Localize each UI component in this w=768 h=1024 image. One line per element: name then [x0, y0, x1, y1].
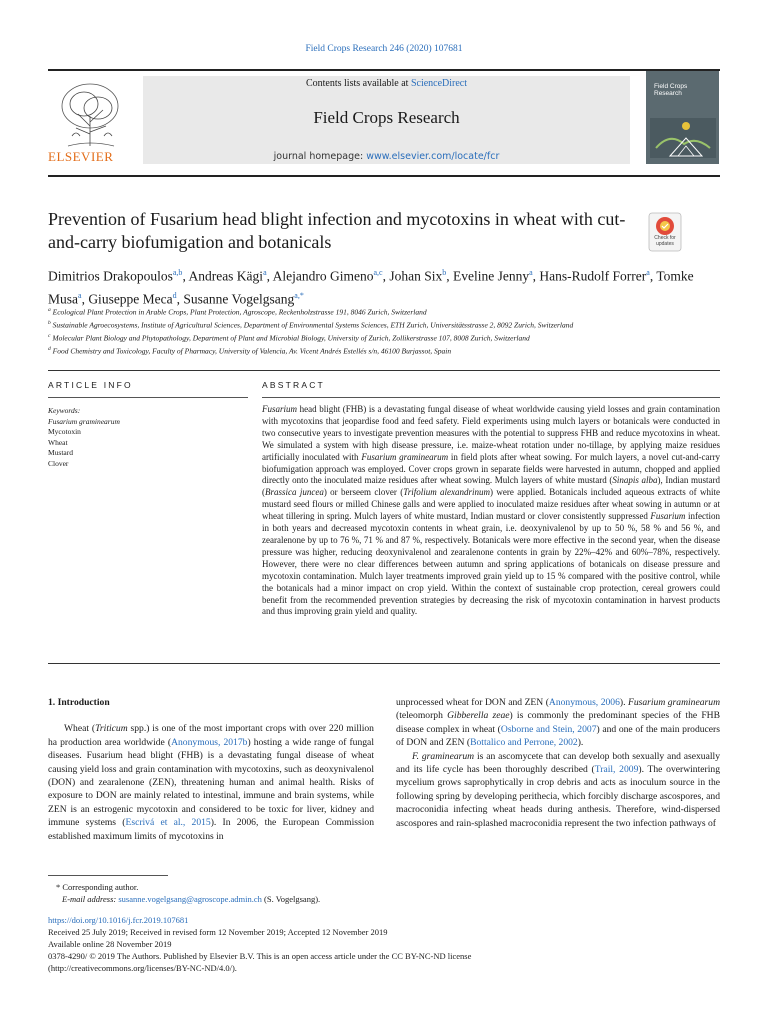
- author-affiliation-marker[interactable]: a,b: [172, 268, 183, 277]
- author-name: Johan Six: [389, 268, 443, 284]
- article-frontmatter: [48, 914, 720, 974]
- body-column-right: [396, 696, 720, 830]
- affiliation-text: Molecular Plant Biology and Phytopathology, Department of Plant and Microbial Biology, University of Zurich, Zollikerstrasse 107, 8008 Zurich, Switzerland: [50, 333, 530, 343]
- check-for-updates-label[interactable]: Check for updates: [654, 235, 676, 247]
- species-name: Brassica juncea: [265, 487, 324, 498]
- author-name: Alejandro Gimeno: [272, 268, 374, 284]
- keyword: Wheat: [48, 437, 68, 447]
- keyword: Fusarium graminearum: [48, 416, 120, 426]
- body-column-left: [48, 696, 374, 843]
- author-affiliation-marker[interactable]: a: [646, 268, 650, 277]
- citation-link[interactable]: Trail, 2009: [594, 764, 639, 776]
- author-name: Andreas Kägi: [188, 268, 264, 284]
- affiliation: [48, 305, 720, 318]
- section-heading: 1. Introduction: [48, 697, 110, 708]
- author-affiliation-marker[interactable]: a,c: [373, 268, 383, 277]
- author-affiliation-marker[interactable]: a: [263, 268, 267, 277]
- received-dates: Received 25 July 2019; Received in revised form 12 November 2019; Accepted 12 November 2019: [48, 927, 388, 937]
- footnote-rule: [48, 875, 168, 876]
- contents-line: [143, 78, 630, 89]
- affiliation: [48, 344, 720, 357]
- author-affiliation-marker[interactable]: a,*: [294, 290, 304, 300]
- species-name: Trifolium alexandrinum: [403, 487, 491, 498]
- citation-link[interactable]: Escrivá et al., 2015: [125, 817, 211, 829]
- affiliation-marker: c: [48, 333, 51, 339]
- author-name: Eveline Jenny: [453, 268, 530, 284]
- citation-link[interactable]: Anonymous, 2017b: [171, 736, 248, 748]
- italic-term: F. graminearum: [412, 750, 475, 762]
- author-name: Hans-Rudolf Forrer: [539, 268, 647, 284]
- homepage-link[interactable]: www.elsevier.com/locate/fcr: [366, 151, 500, 162]
- footnote: [48, 881, 448, 905]
- section-divider: [48, 370, 720, 371]
- author-name: Susanne Vogelgsang: [183, 291, 295, 306]
- affiliation: [48, 331, 720, 344]
- journal-citation[interactable]: Field Crops Research 246 (2020) 107681: [305, 44, 463, 54]
- homepage-prefix: journal homepage:: [273, 151, 367, 162]
- affiliation-list: [48, 305, 720, 357]
- citation-link[interactable]: Anonymous, 2006: [548, 697, 620, 708]
- sciencedirect-link[interactable]: ScienceDirect: [410, 78, 468, 89]
- keywords-block: [48, 406, 248, 469]
- keywords-list: [48, 417, 248, 470]
- citation-link[interactable]: Bottalico and Perrone, 2002: [470, 737, 578, 749]
- doi-link[interactable]: https://doi.org/10.1016/j.fcr.2019.107681: [48, 915, 189, 925]
- paragraph: F. graminearum is an ascomycete that can develop both sexually and asexually and its life cycle has been thoroughly described (Trail, 2009). The overwintering mycelium grows saprophytically in crop debris and acts as inoculum source in the following spring by developing perithecia, which forcibly discharge ascospores, and macroconidia infecting wheat heads during anthesis. Therefore, wind-dispersed ascospores and rain-splashed macroconidia represent the two infection pathways of: [396, 750, 720, 829]
- cover-artwork: [650, 118, 716, 158]
- section-divider: [48, 663, 720, 664]
- email-link[interactable]: susanne.vogelgsang@agroscope.admin.ch: [118, 894, 262, 904]
- header-bottom-rule: [48, 175, 720, 177]
- affiliation-marker: b: [48, 320, 51, 326]
- cover-title: Field Crops Research: [654, 83, 688, 97]
- email-line: [48, 893, 448, 905]
- affiliation-marker: d: [48, 346, 51, 352]
- article-info-rule: [48, 397, 248, 398]
- author-name: Giuseppe Meca: [88, 291, 173, 306]
- author-list: Dimitrios Drakopoulos$^{a,b}$, Andreas Kägi$^a$, Alejandro Gimeno$^{a,c}$, Johan Six$^b$, Eveline Jenny$^a$, Hans-Rudolf Forrer$^a$, Tomke Musa$^a$, Giuseppe Meca$^d$, Susanne Vogelgsang$^{a,*}$: [48, 268, 694, 306]
- email-suffix: (S. Vogelgsang).: [261, 894, 321, 904]
- species-name: Sinapis alba: [612, 475, 658, 486]
- journal-homepage: [143, 151, 630, 162]
- keyword: Mycotoxin: [48, 427, 81, 436]
- license-line-1: 0378-4290/ © 2019 The Authors. Published by Elsevier B.V. This is an open access article under the CC BY-NC-ND license: [48, 951, 472, 961]
- abstract-text: Fusarium head blight (FHB) is a devastating fungal disease of wheat worldwide causing yield losses and grain contamination with mycotoxins that jeopardise food and feed safety. Field experiments using mulch layers or botanicals were conducted in two consecutive years to investigate prevention measures with the potential to suppress FHB and reduce mycotoxins in wheat. We simulated a system with high disease pressure, i.e. maize-wheat rotation under no-tillage, by applying maize residues artificially inoculated with Fusarium graminearum in field plots after wheat sowing. For mulch layers, a novel cut-and-carry biofumigation approach was employed. Cover crops grown in separate fields were harvested in autumn, chopped and applied directly onto the inoculated maize residues after wheat sowing. Mulch layers of white mustard (Sinapis alba), Indian mustard (Brassica juncea) or berseem clover (Trifolium alexandrinum) were applied. Botanicals included aqueous extracts of white mustard seed flours or milled Chinese galls and were applied to inoculated maize residues after wheat sowing in autumn or at wheat tillering in spring. Mulch layers of white mustard, Indian mustard or clover consistently suppressed Fusarium infection in both years and decreased mycotoxin contents in wheat grain, i.e. deoxynivalenol by up to 50 %, 58 % and 56 %, and zearalenone by up to 76 %, 71 % and 87 %, respectively. Botanicals were more effective in the second year, when the disease pressure was higher, reducing deoxynivalenol and zearalenone contents in grain by 22%–42% and 60%–78%, respectively. However, there were no clear differences between autumn and spring applications of botanicals on disease pressure and mycotoxin contamination. Mulch layer treatments improved grain yield up to 15 % compared with the positive control, while the botanicals had a minor impact on crop yield. Within the context of sustainable crop protection, cereal growers could benefit from the recommended prevention strategies by decreasing the risk of mycotoxin contamination in harvest products and thus improving grain yield and quality.: [262, 404, 720, 617]
- species-name: Fusarium: [262, 404, 298, 414]
- author-affiliation-marker[interactable]: d: [172, 290, 177, 300]
- keyword: Mustard: [48, 448, 73, 457]
- header-top-rule: [48, 69, 720, 71]
- author-affiliation-marker[interactable]: a: [529, 268, 533, 277]
- italic-term: Fusarium graminearum: [627, 697, 720, 708]
- license-line-2: (http://creativecommons.org/licenses/BY-NC-ND/4.0/).: [48, 963, 237, 973]
- species-name: Fusarium graminearum: [361, 451, 449, 462]
- keywords-label: Keywords:: [48, 406, 81, 415]
- available-online: Available online 28 November 2019: [48, 939, 172, 949]
- elsevier-wordmark: ELSEVIER: [48, 149, 114, 164]
- article-title: Prevention of Fusarium head blight infection and mycotoxins in wheat with cut-and-carry biofumigation and botanicals: [48, 209, 626, 252]
- keyword: Clover: [48, 458, 69, 468]
- abstract-rule: [262, 397, 720, 398]
- italic-term: Gibberella zeae: [447, 710, 510, 722]
- corresponding-author-note: * Corresponding author.: [56, 882, 139, 892]
- author-name: Dimitrios Drakopoulos: [48, 268, 173, 284]
- contents-prefix: Contents lists available at: [305, 78, 411, 89]
- citation-link[interactable]: Osborne and Stein, 2007: [500, 723, 597, 735]
- article-info-heading: ARTICLE INFO: [48, 380, 133, 390]
- author-name: Tomke Musa: [48, 268, 694, 306]
- species-name: Fusarium: [650, 511, 686, 522]
- paragraph: unprocessed wheat for DON and ZEN (Anonymous, 2006). Fusarium graminearum (teleomorph Gibberella zeae) is commonly the predominant species of the FHB disease complex in wheat (Osborne and Stein, 2007) and one of the main producers of DON and ZEN (Bottalico and Perrone, 2002).: [396, 697, 721, 749]
- abstract-heading: ABSTRACT: [262, 380, 325, 390]
- author-affiliation-marker[interactable]: a: [78, 290, 82, 300]
- affiliation-marker: a: [48, 307, 51, 313]
- affiliation: [48, 318, 720, 331]
- affiliation-text: Sustainable Agroecosystems, Institute of Agricultural Sciences, Department of Environmental Systems Sciences, ETH Zurich, Universitätsstrasse 2, 8092 Zurich, Switzerland: [50, 320, 574, 330]
- journal-title: Field Crops Research: [313, 108, 460, 127]
- paragraph: Wheat (Triticum spp.) is one of the most important crops with over 220 million ha production area worldwide (Anonymous, 2017b) hosting a wide range of fungal diseases. Fusarium head blight (FHB) is a devastating fungal disease of wheat causing yield loss and grain contamination with mycotoxins, such as deoxynivalenol (DON) and zearalenone (ZEN), threatening human and animal health. Risks of exposure to DON are mainly related to intestinal, immune and brain systems, while ZEN is an estrogenic mycotoxin and considered to be toxic for liver, kidney and immune systems (Escrivá et al., 2015). In 2006, the European Commission established maximum limits of mycotoxins in: [48, 723, 374, 842]
- affiliation-text: Ecological Plant Protection in Arable Crops, Plant Protection, Agroscope, Reckenholzstrasse 191, 8046 Zurich, Switzerland: [50, 307, 427, 317]
- affiliation-text: Food Chemistry and Toxicology, Faculty of Pharmacy, University of Valencia, Av. Vicent Andrés Estellés s/n, 46100 Burjassot, Spain: [50, 346, 452, 356]
- author-affiliation-marker[interactable]: b: [442, 268, 447, 277]
- italic-term: Triticum: [95, 723, 128, 735]
- email-label: E-mail address:: [62, 894, 119, 904]
